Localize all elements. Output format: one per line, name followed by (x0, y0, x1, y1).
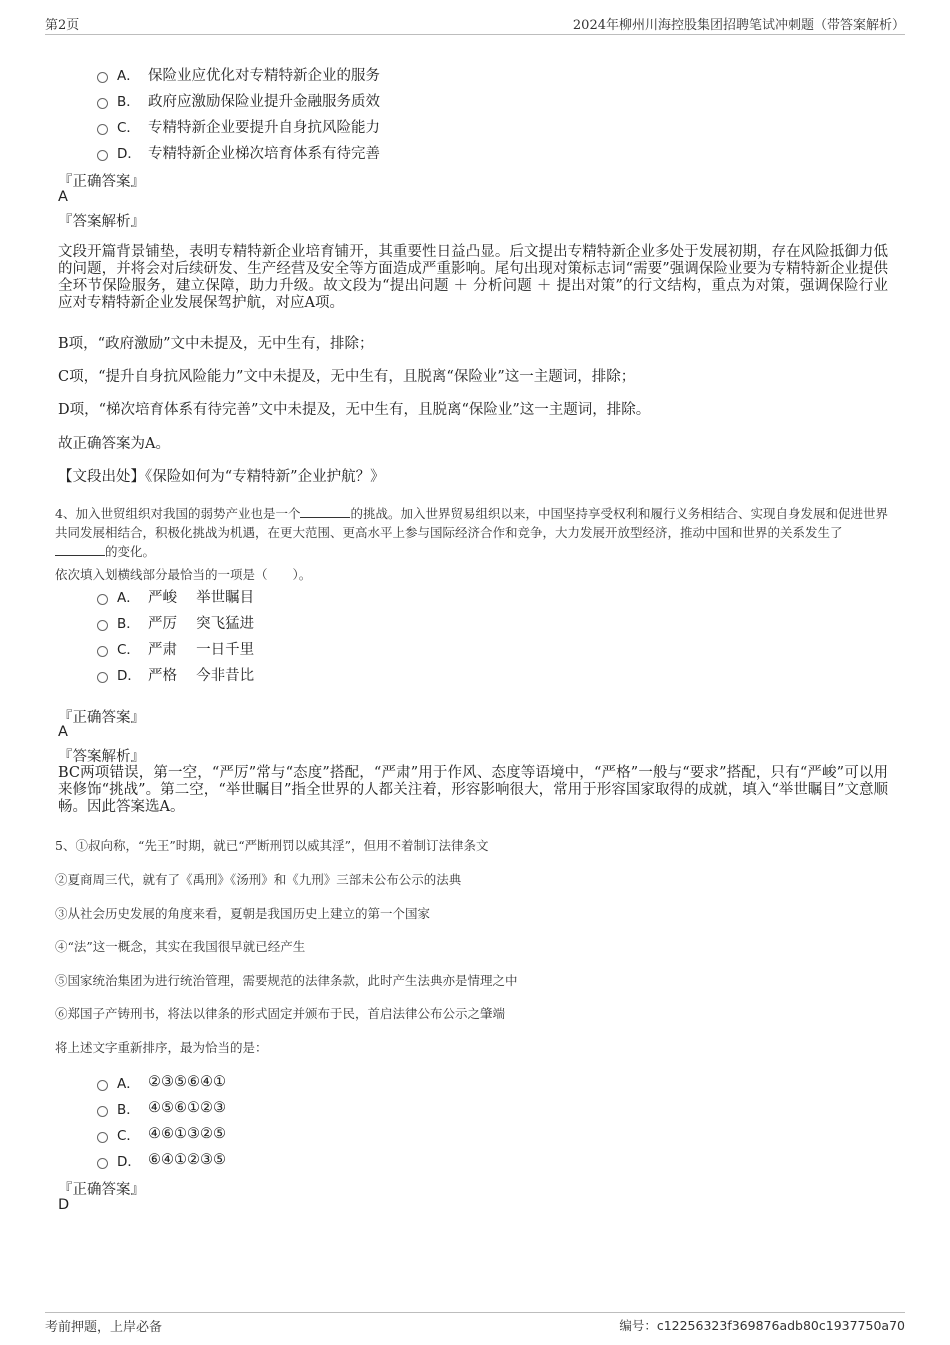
q3-option-c[interactable] (97, 116, 380, 136)
q4-option-a[interactable] (97, 586, 254, 606)
q4-option-d[interactable] (97, 664, 254, 684)
footer-code-label: 编号： (619, 1318, 657, 1333)
option-letter: B． (117, 1102, 140, 1118)
radio-icon[interactable] (97, 672, 108, 683)
option-text: 严格 今非昔比 (148, 667, 255, 684)
q4-correct-value: A (58, 724, 68, 740)
option-letter: A． (117, 1076, 140, 1092)
q4-stem (55, 504, 890, 561)
q3-analysis-b: B项，“政府激励”文中未提及，无中生有，排除； (58, 336, 374, 352)
fill-blank (55, 543, 105, 556)
option-letter: A． (117, 68, 140, 84)
q4-option-b[interactable] (97, 612, 254, 632)
radio-icon[interactable] (97, 124, 108, 135)
radio-icon[interactable] (97, 620, 108, 631)
option-letter: C． (117, 642, 140, 658)
q5-option-b[interactable] (97, 1098, 226, 1118)
footer-slogan: 考前押题，上岸必备 (45, 1320, 163, 1335)
option-letter: B． (117, 616, 140, 632)
q5-option-c[interactable] (97, 1124, 226, 1144)
option-text: 政府应激励保险业提升金融服务质效 (148, 93, 380, 110)
option-text: ⑥④①②③⑤ (148, 1152, 226, 1168)
fill-blank (300, 505, 350, 518)
q4-analysis-label: 『答案解析』 (58, 749, 145, 765)
radio-icon[interactable] (97, 1158, 108, 1169)
option-letter: A． (117, 590, 140, 606)
q5-statement-3: ③从社会历史发展的角度来看，夏朝是我国历史上建立的第一个国家 (55, 906, 431, 921)
q3-option-d[interactable] (97, 142, 380, 162)
option-letter: D． (117, 146, 141, 162)
radio-icon[interactable] (97, 594, 108, 605)
q3-correct-value: A (58, 189, 68, 205)
q3-analysis-c: C项，“提升自身抗风险能力”文中未提及，无中生有，且脱离“保险业”这一主题词，排除； (58, 369, 636, 385)
q4-stem-part3: 的变化。 (105, 544, 156, 559)
q3-source: 【文段出处】《保险如何为“专精特新”企业护航？》 (58, 469, 385, 485)
q4-stem-part2: 的挑战。加入世界贸易组织以来，中国坚持享受权利和履行义务相结合、实现自身发展和促进世界共同发展相结合，积极化挑战为机遇，在更大范围、更高水平上参与国际经济合作和竞争，大力发展开放型经济，推动中国和世界的关系发生了 (55, 506, 888, 540)
q3-analysis-label: 『答案解析』 (58, 214, 145, 230)
option-letter: D． (117, 1154, 141, 1170)
q4-option-c[interactable] (97, 638, 254, 658)
option-letter: B． (117, 94, 140, 110)
q5-correct-value: D (58, 1197, 70, 1213)
option-text: 严峻 举世瞩目 (148, 589, 255, 606)
q5-prompt: 将上述文字重新排序，最为恰当的是： (55, 1040, 268, 1055)
q3-analysis-main: 文段开篇背景铺垫，表明专精特新企业培育铺开，其重要性日益凸显。后文提出专精特新企业多处于发展初期，存在风险抵御力低的问题，并将会对后续研发、生产经营及安全等方面造成严重影响。尾句出现对策标志词“需要”强调保险业要为专精特新企业提供全环节保险服务，建立保障，助力升级。故文段为“提出问题 ＋ 分析问题 ＋ 提出对策”的行文结构，重点为对策，强调保险行业应对专精特新企业发展保驾护航，对应A项。 (58, 244, 888, 311)
option-text: ④⑥①③②⑤ (148, 1126, 226, 1142)
q4-stem-part1: 4、加入世贸组织对我国的弱势产业也是一个 (55, 506, 301, 521)
q5-statement-4: ④“法”这一概念，其实在我国很早就已经产生 (55, 939, 306, 954)
option-letter: C． (117, 120, 140, 136)
radio-icon[interactable] (97, 1106, 108, 1117)
option-text: 专精特新企业梯次培育体系有待完善 (148, 145, 380, 162)
option-text: 严厉 突飞猛进 (148, 615, 255, 632)
radio-icon[interactable] (97, 98, 108, 109)
q5-correct-label: 『正确答案』 (58, 1182, 145, 1198)
option-text: 保险业应优化对专精特新企业的服务 (148, 67, 380, 84)
footer-code (619, 1316, 905, 1334)
footer-code-value: c12256323f369876adb80c1937750a70 (656, 1318, 905, 1333)
q5-statement-5: ⑤国家统治集团为进行统治管理，需要规范的法律条款，此时产生法典亦是情理之中 (55, 973, 518, 988)
q5-option-d[interactable] (97, 1150, 226, 1170)
q3-analysis-d: D项，“梯次培育体系有待完善”文中未提及，无中生有，且脱离“保险业”这一主题词，排除。 (58, 402, 651, 418)
option-text: ②③⑤⑥④① (148, 1074, 226, 1090)
option-letter: C． (117, 1128, 140, 1144)
radio-icon[interactable] (97, 646, 108, 657)
q4-prompt: 依次填入划横线部分最恰当的一项是（ ）。 (55, 567, 312, 582)
q3-correct-label: 『正确答案』 (58, 174, 145, 190)
radio-icon[interactable] (97, 1080, 108, 1091)
radio-icon[interactable] (97, 1132, 108, 1143)
radio-icon[interactable] (97, 72, 108, 83)
option-text: 专精特新企业要提升自身抗风险能力 (148, 119, 380, 136)
q5-statement-6: ⑥郑国子产铸刑书，将法以律条的形式固定并颁布于民，首启法律公布公示之肇端 (55, 1006, 506, 1021)
document-title: 2024年柳州川海控股集团招聘笔试冲刺题（带答案解析） (572, 18, 905, 33)
page-footer (45, 1312, 905, 1335)
option-letter: D． (117, 668, 141, 684)
q3-option-b[interactable] (97, 90, 380, 110)
q4-correct-label: 『正确答案』 (58, 710, 145, 726)
q5-option-a[interactable] (97, 1072, 226, 1092)
q5-statement-2: ②夏商周三代，就有了《禹刑》《汤刑》和《九刑》三部未公布公示的法典 (55, 872, 462, 887)
q4-analysis: BC两项错误，第一空，“严厉”常与“态度”搭配，“严肃”用于作风、态度等语境中，“严格”一般与“要求”搭配，只有“严峻”可以用来修饰“挑战”。第二空，“举世瞩目”指全世界的人都关注着，形容影响很大，常用于形容国家取得的成就，填入“举世瞩目”文意顺畅。因此答案选A。 (58, 765, 888, 815)
page-header (45, 12, 905, 35)
option-text: 严肃 一日千里 (148, 641, 255, 658)
option-text: ④⑤⑥①②③ (148, 1100, 226, 1116)
q3-option-a[interactable] (97, 64, 380, 84)
q5-statement-1: 5、①叔向称，“先王”时期，就已“严断刑罚以威其淫”，但用不着制订法律条文 (55, 838, 489, 853)
radio-icon[interactable] (97, 150, 108, 161)
q3-conclusion: 故正确答案为A。 (58, 436, 170, 452)
page-number: 第2页 (45, 18, 80, 33)
